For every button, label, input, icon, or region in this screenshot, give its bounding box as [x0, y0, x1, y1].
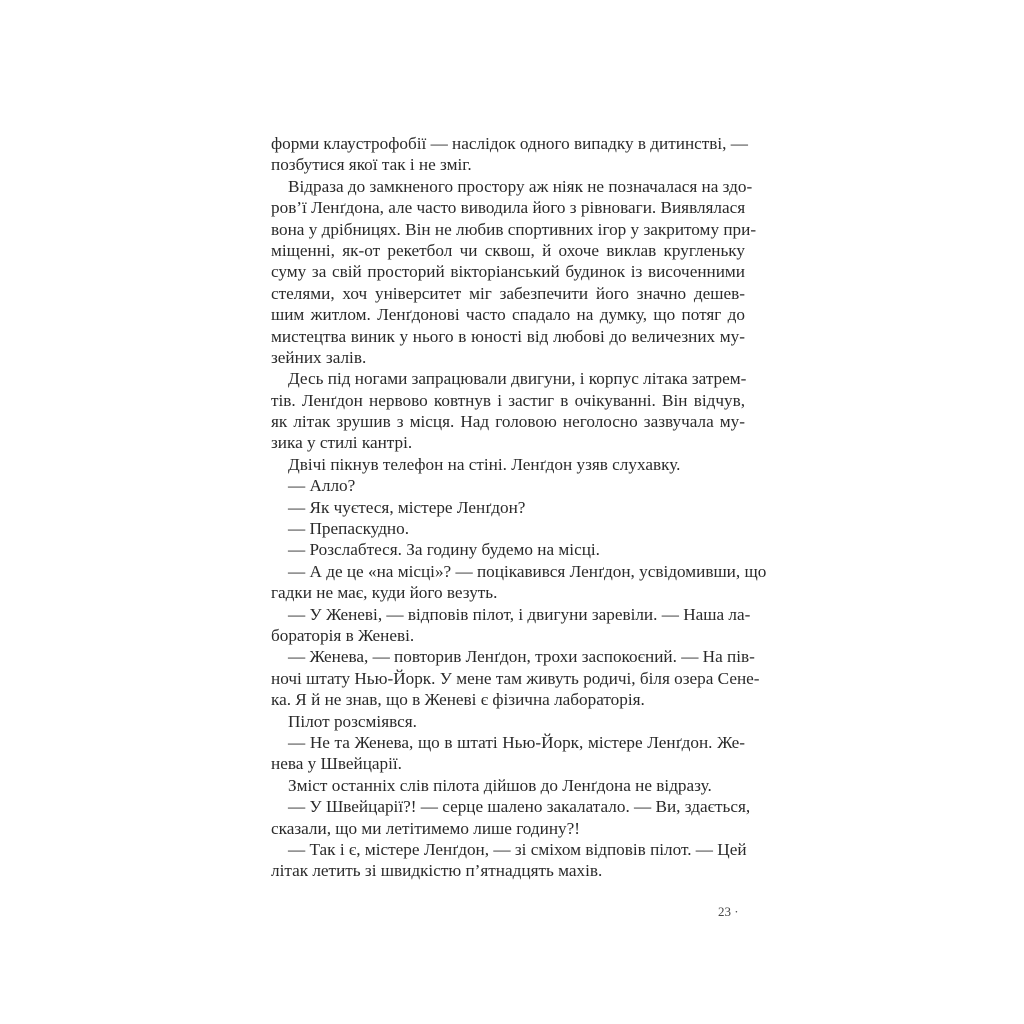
text-line: гадки не має, куди його везуть.	[271, 583, 498, 603]
text-line: Двічі пікнув телефон на стіні. Ленґдон узяв слухавку.	[288, 454, 681, 474]
text-line: суму за свій просторий вікторіанський будинок із височенними	[271, 262, 745, 282]
text-line: міщенні, як-от рекетбол чи сквош, й охоче виклав кругленьку	[271, 240, 745, 260]
text-line: — Алло?	[288, 476, 356, 496]
text-line: як літак зрушив з місця. Над головою неголосно зазвучала му-	[271, 412, 745, 432]
text-line: ров’ї Ленґдона, але часто виводила його з рівноваги. Виявлялася	[271, 198, 746, 218]
text-line: — У Швейцарії?! — серце шалено закалатало. — Ви, здається,	[288, 797, 751, 817]
text-line: позбутися якої так і не зміг.	[271, 155, 472, 175]
text-line: форми клаустрофобії — наслідок одного випадку в дитинстві, —	[271, 134, 748, 153]
text-line: — Не та Женева, що в штаті Нью-Йорк, містере Ленґдон. Же-	[288, 732, 745, 752]
page-number: 23 ·	[718, 904, 739, 919]
text-line: нева у Швейцарії.	[271, 754, 402, 774]
text-line: зика у стилі кантрі.	[271, 433, 413, 453]
text-line: — Розслабтеся. За годину будемо на місці.	[288, 540, 600, 560]
text-line: — А де це «на місці»? — поцікавився Ленґдон, усвідомивши, що	[288, 561, 767, 581]
text-line: мистецтва виник у нього в юності від любові до величезних му-	[271, 326, 745, 346]
text-line: ночі штату Нью-Йорк. У мене там живуть родичі, біля озера Сене-	[271, 668, 760, 688]
text-line: вона у дрібницях. Він не любив спортивних ігор у закритому при-	[271, 219, 757, 239]
text-line: шим житлом. Ленґдонові часто спадало на думку, що потяг до	[271, 305, 745, 325]
text-line: зейних залів.	[271, 347, 367, 367]
text-line: літак летить зі швидкістю п’ятнадцять махів.	[271, 861, 603, 881]
text-line: Зміст останніх слів пілота дійшов до Ленґдона не відразу.	[288, 775, 712, 795]
text-line: бораторія в Женеві.	[271, 625, 415, 645]
text-line: — Так і є, містере Ленґдон, — зі сміхом відповів пілот. — Цей	[288, 839, 747, 859]
text-line: Відраза до замкненого простору аж ніяк не позначалася на здо-	[288, 176, 753, 196]
text-line: — Препаскудно.	[288, 519, 410, 539]
text-line: Пілот розсміявся.	[288, 711, 417, 731]
text-line: ка. Я й не знав, що в Женеві є фізична лабораторія.	[271, 690, 645, 710]
text-line: стелями, хоч університет міг забезпечити його значно дешев-	[271, 283, 745, 303]
text-line: тів. Ленґдон нервово ковтнув і застиг в очікуванні. Він відчув,	[271, 390, 745, 410]
page-body-text	[271, 133, 767, 882]
text-line: — Як чуєтеся, містере Ленґдон?	[288, 497, 526, 517]
text-line: — Женева, — повторив Ленґдон, трохи заспокоєний. — На пів-	[288, 647, 755, 667]
text-line: Десь під ногами запрацювали двигуни, і корпус літака затрем-	[288, 369, 747, 389]
text-line: сказали, що ми летітимемо лише годину?!	[271, 818, 580, 838]
text-line: — У Женеві, — відповів пілот, і двигуни заревіли. — Наша ла-	[288, 604, 751, 624]
